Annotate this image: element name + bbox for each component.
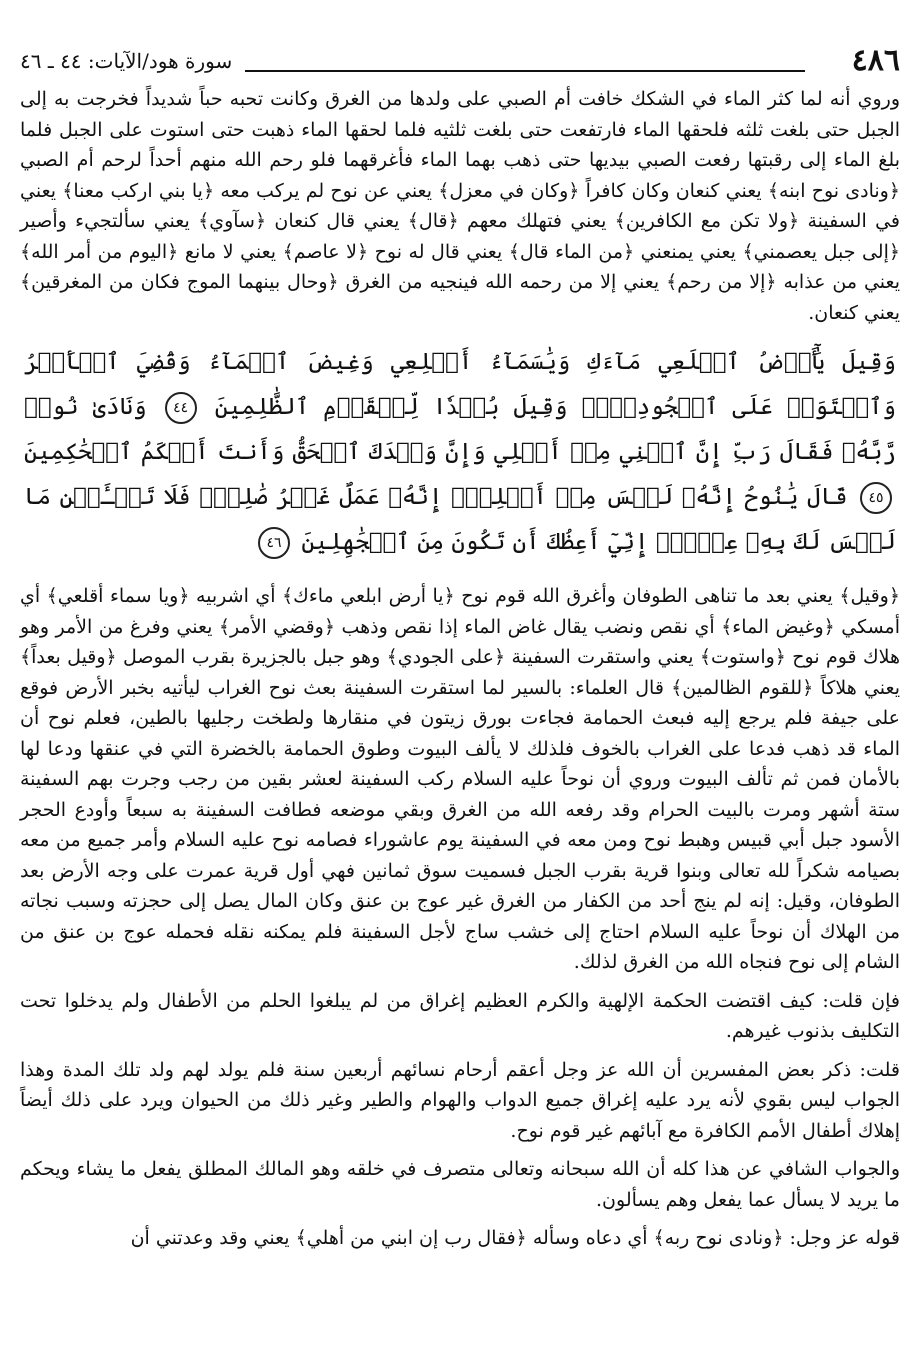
commentary-body (20, 84, 900, 1254)
verse-text: وَقِيلَ يَٰٓأَرۡضُ ٱبۡلَعِي مَآءَكِ وَيَٰسَمَآءُ أَقۡلِعِي وَغِيضَ ٱلۡمَآءُ وَقُضِيَ ٱلۡأَمۡرُ وَٱسۡتَوَتۡ عَلَى ٱلۡجُودِيِّۖ وَقِيلَ بُعۡدٗا لِّلۡقَوۡمِ ٱلظَّٰلِمِينَ (24, 349, 897, 420)
verse-text: قَالَ يَٰنُوحُ إِنَّهُۥ لَيۡسَ مِنۡ أَهۡلِكَۖ إِنَّهُۥ عَمَلٌ غَيۡرُ صَٰلِحٖۖ فَلَا تَسۡـَٔلۡنِ مَا لَيۡسَ لَكَ بِهِۦ عِلۡمٌۖ إِنِّيٓ أَعِظُكَ أَن تَكُونَ مِنَ ٱلۡجَٰهِلِينَ (24, 484, 896, 555)
commentary-paragraph: فإن قلت: كيف اقتضت الحكمة الإلهية والكرم العظيم إغراق من لم يبلغوا الحلم من الأطفال ولم يدخلوا تحت التكليف بذنوب غيرهم. (20, 989, 900, 1042)
page-number: ٤٨٦ (851, 43, 900, 78)
commentary-paragraph: وروي أنه لما كثر الماء في الشكك خافت أم الصبي على ولدها من الغرق وكانت تحبه حباً شديداً فخرجت به إلى الجبل حتى بلغت ثلثه فلحقها الماء فارتفعت حتى بلغت ثلثيه فلما لحقها الماء ذهبت حتى استوت على الجبل فلما بلغ الماء إلى رقبتها رفعت الصبي بيديها حتى ذهب بهما الماء فأغرقهما فلو رحم الله منهم أحداً لرحم أم الصبي ﴿ونادى نوح ابنه﴾ يعني كنعان وكان كافراً ﴿وكان في معزل﴾ يعني عن نوح لم يركب معه ﴿يا بني اركب معنا﴾ يعني في السفينة ﴿ولا تكن مع الكافرين﴾ يعني فتهلك معهم ﴿قال﴾ يعني قال كنعان ﴿سآوي﴾ يعني سألتجيء وأصير ﴿إلى جبل يعصمني﴾ يعني يمنعني ﴿من الماء قال﴾ يعني قال له نوح ﴿لا عاصم﴾ يعني لا مانع ﴿اليوم من أمر الله﴾ يعني من عذابه ﴿إلا من رحم﴾ يعني إلا من رحمه الله فينجيه من الغرق ﴿وحال بينهما الموج فكان من المغرقين﴾ يعني كنعان. (20, 88, 900, 324)
verse-text: وَنَادَىٰ نُوحٞ رَّبَّهُۥ فَقَالَ رَبِّ إِنَّ ٱبۡنِي مِنۡ أَهۡلِي وَإِنَّ وَعۡدَكَ ٱلۡحَقُّ وَأَنتَ أَحۡكَمُ ٱلۡحَٰكِمِينَ (24, 394, 896, 465)
running-title: سورة هود/الآيات: ٤٤ ـ ٤٦ (20, 49, 233, 73)
verse-number-marker: ٤٤ (165, 392, 197, 424)
commentary-paragraph: ﴿وقيل﴾ يعني بعد ما تناهى الطوفان وأغرق الله قوم نوح ﴿يا أرض ابلعي ماءك﴾ أي اشربيه ﴿ويا سماء أقلعي﴾ أي أمسكي ﴿وغيض الماء﴾ أي نقص ونضب يقال غاض الماء إذا نقص وذهب ﴿وقضي الأمر﴾ يعني وفرغ من الأمر وهو هلاك قوم نوح ﴿واستوت﴾ يعني واستقرت السفينة ﴿على الجودي﴾ وهو جبل بالجزيرة بقرب الموصل ﴿وقيل بعداً﴾ يعني هلاكاً ﴿للقوم الظالمين﴾ قال العلماء: بالسير لما استقرت السفينة بعث نوح الغراب ليأتيه بخبر الأرض فوقع على جيفة فلم يرجع إليه فبعث الحمامة فجاءت بورق زيتون في منقارها ولطخت رجليها بالطين، فعلم نوح أن الماء قد ذهب فدعا على الغراب بالخوف فلذلك لا يألف البيوت وطوق الحمامة بالخضرة التي في عنقها ودعا لها بالأمان فمن ثم تألف البيوت وروي أن نوحاً عليه السلام ركب السفينة لعشر بقين من رجب وجرت بهم السفينة ستة أشهر ومرت بالبيت الحرام وقد رفعه الله من الغرق وبقي موضعه فطافت السفينة به سبعاً وأودع الحجر الأسود جبل أبي قبيس وهبط نوح ومن معه في السفينة يوم عاشوراء فصامه نوح عليه السلام وأمر جميع من معه بصيامه شكراً لله تعالى وبنوا قرية بقرب الجبل فسميت سوق ثمانين فهي أول قرية عمرت على وجه الأرض بعد الطوفان، وقيل: إنه لم ينج أحد من الكفار من الغرق غير عوج بن عنق وكان المال يصل إلى حجزته وسبب نجاته من الهلاك أن نوحاً عليه السلام احتاج إلى خشب ساج لأجل السفينة فلم يمكنه نقله فحمله عوج بن عنق من الشام إلى نوح فنجاه الله من الغرق لذلك. (20, 585, 900, 973)
commentary-paragraph: قلت: ذكر بعض المفسرين أن الله عز وجل أعقم أرحام نسائهم أربعين سنة فلم يولد لهم ولد تلك المدة وهذا الجواب ليس بقوي لأنه يرد عليه إغراق جميع الدواب والهوام والطير وغير ذلك من الحيوان ويرد على ذلك أيضاً إهلاك أطفال الأمم الكافرة مع آبائهم غير قوم نوح. (20, 1058, 900, 1142)
commentary-paragraph: والجواب الشافي عن هذا كله أن الله سبحانه وتعالى متصرف في خلقه وهو المالك المطلق يفعل ما يشاء ويحكم ما يريد لا يسأل عما يفعل وهم يسألون. (20, 1158, 900, 1211)
book-page (20, 44, 900, 1354)
verse-number-marker: ٤٥ (860, 482, 892, 514)
quran-verses-block (20, 336, 900, 569)
header-rule (245, 70, 805, 72)
verse-number-marker: ٤٦ (258, 527, 290, 559)
page-header (20, 44, 900, 84)
commentary-paragraph: قوله عز وجل: ﴿ونادى نوح ربه﴾ أي دعاه وسأله ﴿فقال رب إن ابني من أهلي﴾ يعني وقد وعدتني أن (130, 1227, 900, 1249)
